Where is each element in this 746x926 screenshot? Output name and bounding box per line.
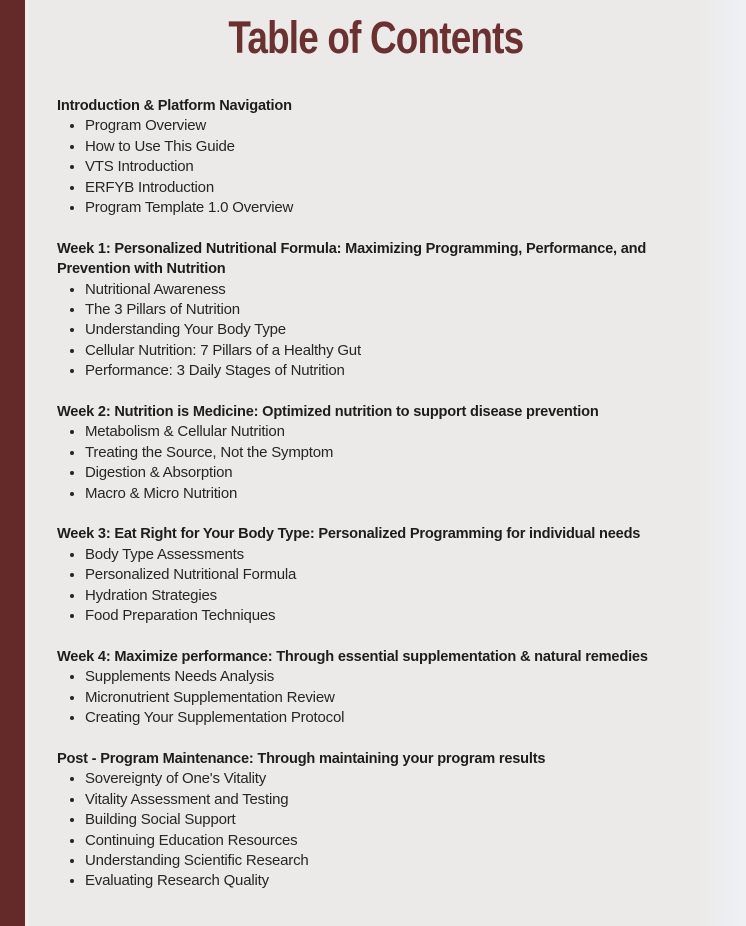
toc-item: • Supplements Needs Analysis [85, 667, 704, 687]
toc-item: • Continuing Education Resources [85, 831, 704, 851]
toc-item: • Sovereignty of One's Vitality [85, 769, 704, 789]
toc-item: • Building Social Support [85, 810, 704, 830]
toc-item: • Cellular Nutrition: 7 Pillars of a Healthy Gut [85, 341, 704, 361]
section-heading: Introduction & Platform Navigation [57, 98, 292, 114]
left-accent-bar [0, 0, 29, 926]
toc-item: • Program Template 1.0 Overview [85, 198, 704, 218]
section-heading: Week 4: Maximize performance: Through essential supplementation & natural remedies [57, 648, 648, 665]
section-heading: Week 3: Eat Right for Your Body Type: Personalized Programming for individual needs [57, 526, 641, 543]
toc-item: • Treating the Source, Not the Symptom [85, 443, 704, 463]
toc-item: • Food Preparation Techniques [85, 606, 704, 626]
section-heading: Week 1: Personalized Nutritional Formula: Maximizing Programming, Performance, and Prevention with Nutrition [57, 240, 647, 278]
toc-item: • Body Type Assessments [85, 545, 704, 565]
toc-item: • How to Use This Guide [85, 137, 704, 157]
section-item-list [57, 769, 704, 891]
toc-item: • Hydration Strategies [85, 586, 704, 606]
toc-item: • Macro & Micro Nutrition [85, 484, 704, 504]
toc-item: • Understanding Scientific Research [85, 851, 704, 871]
toc-item: • Understanding Your Body Type [85, 320, 704, 340]
section-heading: Post - Program Maintenance: Through maintaining your program results [57, 750, 546, 767]
toc-item: • VTS Introduction [85, 157, 704, 177]
toc-item: • Nutritional Awareness [85, 280, 704, 300]
toc-section [57, 524, 704, 626]
section-item-list [57, 667, 704, 728]
toc-item: • Performance: 3 Daily Stages of Nutrition [85, 361, 704, 381]
toc-section [57, 239, 704, 382]
toc-item: • Micronutrient Supplementation Review [85, 688, 704, 708]
toc-section [57, 749, 704, 892]
toc-section [57, 402, 704, 504]
toc-section [57, 647, 704, 729]
section-item-list [57, 280, 704, 382]
toc-item: • ERFYB Introduction [85, 178, 704, 198]
toc-item: • Metabolism & Cellular Nutrition [85, 422, 704, 442]
section-item-list [57, 422, 704, 504]
toc-sections [57, 96, 704, 892]
toc-item: • The 3 Pillars of Nutrition [85, 300, 704, 320]
toc-item: • Evaluating Research Quality [85, 871, 704, 891]
toc-section [57, 96, 704, 218]
toc-item: • Digestion & Absorption [85, 463, 704, 483]
toc-item: • Program Overview [85, 116, 704, 136]
section-heading: Week 2: Nutrition is Medicine: Optimized nutrition to support disease prevention [57, 404, 599, 421]
page-title: Table of Contents [228, 12, 524, 63]
section-item-list [57, 545, 704, 627]
toc-content [57, 0, 704, 926]
toc-item: • Personalized Nutritional Formula [85, 565, 704, 585]
toc-item: • Creating Your Supplementation Protocol [85, 708, 704, 728]
toc-item: • Vitality Assessment and Testing [85, 790, 704, 810]
section-item-list [57, 116, 704, 218]
